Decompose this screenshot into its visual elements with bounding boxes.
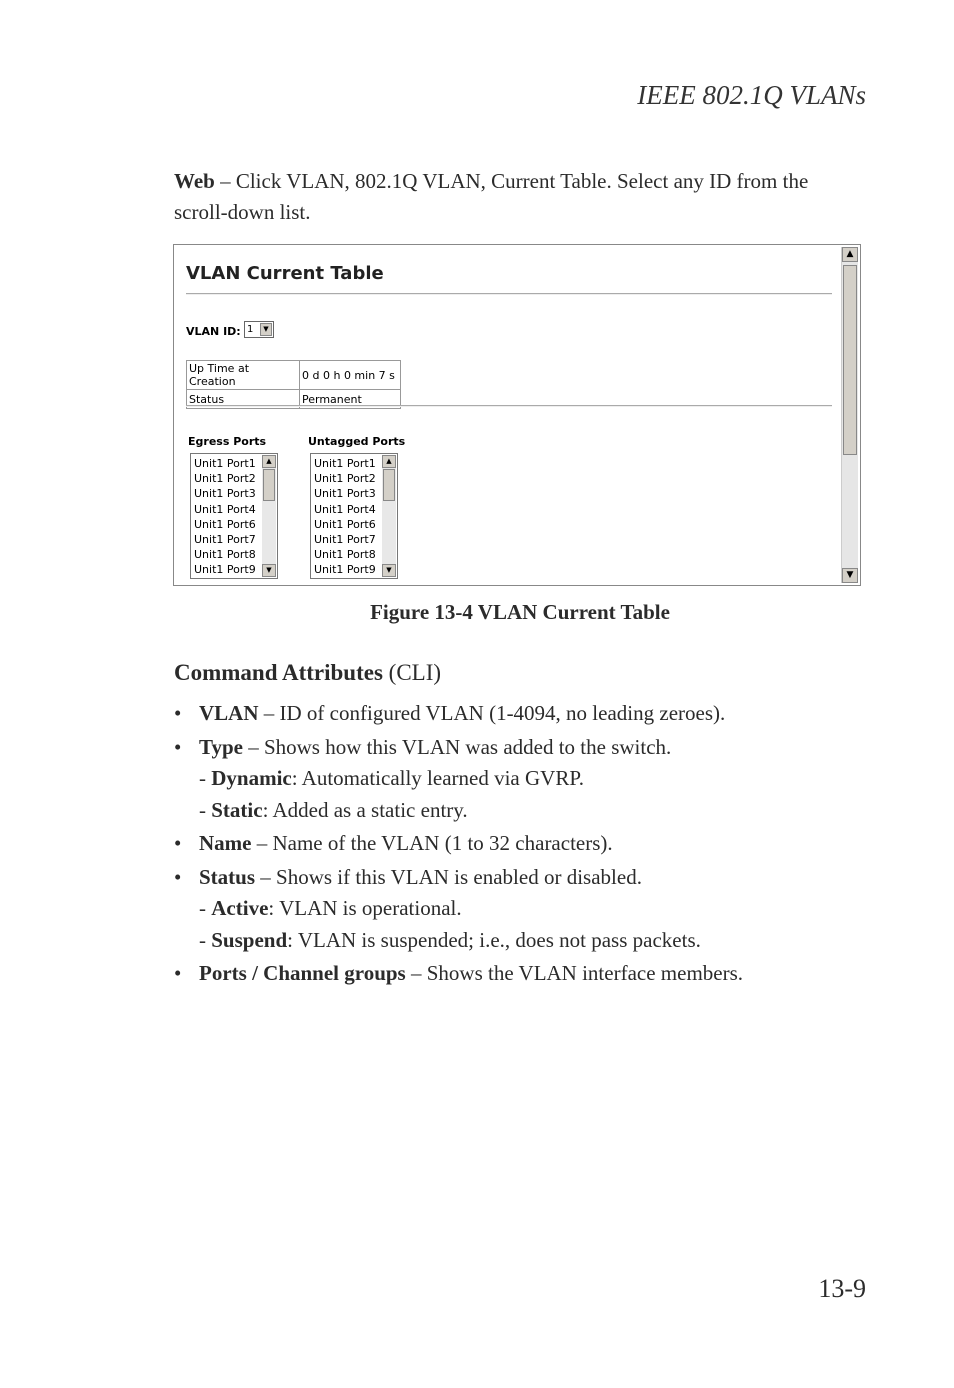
list-item[interactable]: Unit1 Port7 — [314, 532, 376, 546]
section-suffix: (CLI) — [382, 660, 442, 685]
sub-term: Static — [211, 797, 263, 822]
vlan-info-table — [186, 360, 401, 409]
intro-paragraph — [174, 166, 854, 228]
sub-term: Active — [211, 896, 269, 920]
section-heading — [174, 660, 441, 686]
divider — [186, 293, 832, 295]
attribute-term: VLAN — [199, 701, 259, 725]
egress-items — [194, 456, 261, 578]
page-number: 13-9 — [818, 1274, 866, 1303]
vlan-id-select[interactable] — [244, 321, 274, 338]
attribute-item — [174, 698, 874, 730]
bullet-icon: • — [174, 961, 182, 985]
scroll-down-icon[interactable]: ▼ — [262, 564, 276, 577]
info-label: Status — [187, 390, 300, 409]
figure-caption: Figure 13-4 VLAN Current Table — [370, 600, 670, 624]
list-item[interactable]: Unit1 Port3 — [314, 487, 376, 501]
list-item[interactable]: Unit1 Port3 — [194, 487, 256, 501]
bullet-icon: • — [174, 701, 182, 725]
attribute-list — [174, 698, 874, 992]
attribute-item — [174, 862, 874, 957]
list-item[interactable]: Unit1 Port9 — [194, 563, 256, 577]
scroll-thumb[interactable] — [843, 265, 857, 455]
attribute-sub-item: - Static: Added as a static entry. — [199, 797, 468, 822]
attribute-line — [199, 732, 874, 764]
running-header: IEEE 802.1Q VLANs — [637, 80, 866, 110]
scroll-up-icon[interactable]: ▲ — [382, 455, 396, 468]
scroll-up-icon[interactable]: ▲ — [262, 455, 276, 468]
list-item[interactable]: Unit1 Port1 — [314, 457, 376, 470]
egress-ports-label: Egress Ports — [188, 435, 267, 448]
attribute-term: Name — [199, 831, 252, 855]
vlan-id-label: VLAN ID: — [186, 325, 241, 338]
section-title: Command Attributes — [174, 660, 383, 685]
sub-desc: : VLAN is operational. — [268, 896, 462, 920]
untagged-items — [314, 456, 381, 578]
info-value: 0 d 0 h 0 min 7 s — [300, 361, 401, 390]
list-item[interactable]: Unit1 Port2 — [194, 472, 256, 486]
list-item[interactable]: Unit1 Port1 — [194, 457, 256, 470]
list-item[interactable]: Unit1 Port8 — [194, 548, 256, 562]
list-item[interactable]: Unit1 Port7 — [194, 532, 256, 546]
attribute-desc: – Name of the VLAN (1 to 32 characters). — [251, 831, 613, 855]
untagged-ports-list[interactable] — [310, 453, 398, 579]
page-scrollbar[interactable] — [841, 247, 858, 583]
attribute-desc: – ID of configured VLAN (1-4094, no leading zeroes). — [258, 701, 726, 725]
info-value: Permanent — [300, 390, 401, 409]
vlan-id-value: 1 — [247, 324, 254, 335]
list-item[interactable]: Unit1 Port4 — [314, 502, 376, 516]
intro-lead: Web — [174, 169, 215, 193]
scroll-up-icon[interactable]: ▲ — [842, 247, 858, 262]
egress-ports-list[interactable] — [190, 453, 278, 579]
chevron-down-icon[interactable]: ▼ — [260, 323, 272, 336]
bullet-icon: • — [174, 734, 182, 759]
list-item[interactable]: Unit1 Port6 — [194, 517, 256, 531]
attribute-sub-item: - Dynamic: Automatically learned via GVRP. — [199, 766, 584, 790]
scroll-thumb[interactable] — [263, 469, 275, 501]
list-item[interactable]: Unit1 Port2 — [314, 472, 376, 486]
list-item[interactable]: Unit1 Port8 — [314, 548, 376, 562]
sub-desc: : Added as a static entry. — [262, 797, 468, 822]
list-item[interactable]: Unit1 Port9 — [314, 563, 376, 577]
untagged-ports-label: Untagged Ports — [308, 435, 406, 448]
scroll-thumb[interactable] — [383, 469, 395, 501]
attribute-line — [199, 698, 874, 730]
vlan-current-table-screenshot — [173, 244, 861, 586]
attribute-line — [199, 958, 874, 990]
attribute-line — [199, 828, 874, 860]
attribute-item — [174, 732, 874, 827]
sub-term: Dynamic — [211, 766, 292, 790]
sub-term: Suspend — [211, 927, 288, 952]
scroll-down-icon[interactable]: ▼ — [382, 564, 396, 577]
screenshot-content — [174, 245, 842, 585]
bullet-icon: • — [174, 864, 182, 889]
bullet-icon: • — [174, 831, 182, 855]
list-item[interactable]: Unit1 Port4 — [194, 502, 256, 516]
attribute-desc: – Shows the VLAN interface members. — [405, 961, 744, 985]
info-label: Up Time at Creation — [187, 361, 300, 390]
attribute-sub-item: - Suspend: VLAN is suspended; i.e., does not pass packets. — [199, 927, 701, 952]
attribute-term: Ports / Channel groups — [199, 961, 406, 985]
intro-text: – Click VLAN, 802.1Q VLAN, Current Table. Select any ID from the scroll-down list. — [174, 169, 809, 224]
divider — [186, 405, 832, 407]
scrollbar[interactable] — [262, 455, 276, 577]
attribute-desc: – Shows how this VLAN was added to the switch. — [242, 734, 672, 759]
scroll-down-icon[interactable]: ▼ — [842, 568, 858, 583]
scrollbar[interactable] — [382, 455, 396, 577]
attribute-desc: – Shows if this VLAN is enabled or disabled. — [255, 864, 642, 889]
attribute-item — [174, 958, 874, 990]
attribute-term: Type — [199, 734, 243, 759]
attribute-item — [174, 828, 874, 860]
sub-desc: : VLAN is suspended; i.e., does not pass packets. — [287, 927, 701, 952]
attribute-sub-item: - Active: VLAN is operational. — [199, 896, 462, 920]
list-item[interactable]: Unit1 Port6 — [314, 517, 376, 531]
screenshot-title: VLAN Current Table — [186, 263, 384, 284]
sub-desc: : Automatically learned via GVRP. — [291, 766, 584, 790]
table-row — [187, 361, 401, 390]
attribute-line — [199, 862, 874, 894]
attribute-term: Status — [199, 864, 256, 889]
